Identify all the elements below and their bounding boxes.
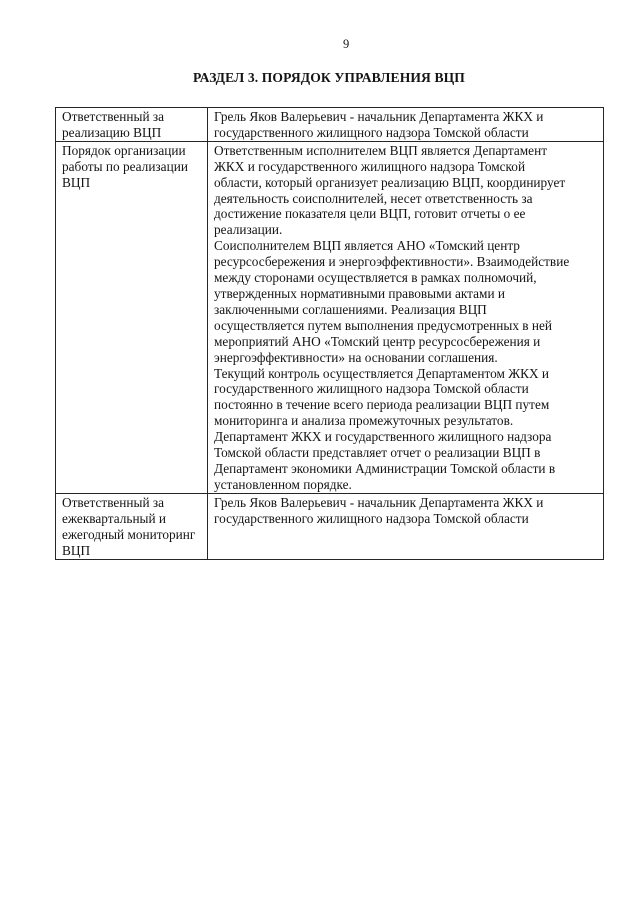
cell-line: Департамент ЖКХ и государственного жилищного надзора [214, 429, 552, 445]
cell-line: Текущий контроль осуществляется Департаментом ЖКХ и [214, 365, 550, 381]
label-cell [56, 141, 208, 493]
cell-line: работы по реализации [62, 158, 188, 174]
cell-line: постоянно в течение всего периода реализации ВЦП путем [214, 397, 550, 413]
value-cell [208, 141, 604, 493]
section-title: РАЗДЕЛ 3. ПОРЯДОК УПРАВЛЕНИЯ ВЦП [193, 70, 465, 85]
label-cell [56, 493, 208, 559]
cell-line: Ответственный за [62, 494, 165, 510]
cell-line: Соисполнителем ВЦП является АНО «Томский центр [214, 238, 520, 254]
cell-line: мониторинга и анализа промежуточных результатов. [214, 413, 514, 429]
label-cell [56, 108, 208, 142]
cell-line: утвержденных нормативными правовыми актами и [214, 285, 506, 301]
cell-line: реализации. [214, 222, 283, 238]
cell-line: ежеквартальный и [62, 510, 167, 526]
cell-line: Грель Яков Валерьевич - начальник Департамента ЖКХ и [214, 494, 544, 510]
table-row [56, 108, 604, 142]
cell-line: установленном порядке. [214, 476, 352, 492]
cell-line: Томской области представляет отчет о реализации ВЦП в [214, 445, 541, 461]
page-number: 9 [343, 37, 350, 51]
cell-line: между сторонами осуществляется в рамках полномочий, [214, 270, 537, 286]
cell-line: ВЦП [62, 542, 91, 558]
cell-line: Порядок организации [62, 142, 186, 158]
cell-line: реализацию ВЦП [62, 124, 162, 140]
value-cell [208, 108, 604, 142]
cell-line: государственного жилищного надзора Томской области [214, 124, 529, 140]
cell-line: мероприятий АНО «Томский центр ресурсосбережения и [214, 333, 541, 349]
cell-line: деятельность соисполнителей, несет ответственность за [214, 190, 533, 206]
cell-line: ресурсосбережения и энергоэффективности». Взаимодействие [214, 254, 570, 270]
cell-line: достижение показателя цели ВЦП, готовит отчеты о ее [214, 206, 526, 222]
cell-line: ЖКХ и государственного жилищного надзора Томской [214, 158, 526, 174]
cell-line: ежегодный мониторинг [62, 526, 196, 542]
cell-line: Ответственный за [62, 109, 165, 124]
cell-line: Департамент экономики Администрации Томской области в [214, 460, 556, 476]
cell-line: Ответственным исполнителем ВЦП является Департамент [214, 142, 547, 158]
cell-line: заключенными соглашениями. Реализация ВЦП [214, 301, 487, 317]
cell-line: энергоэффективности» на основании соглашения. [214, 349, 498, 365]
cell-line: осуществляется путем выполнения предусмотренных в ней [214, 317, 553, 333]
cell-line: государственного жилищного надзора Томской области [214, 381, 529, 397]
cell-line: области, который организует реализацию ВЦП, координирует [214, 174, 566, 190]
cell-line: государственного жилищного надзора Томской области [214, 510, 529, 526]
cell-line: ВЦП [62, 174, 91, 190]
value-cell [208, 493, 604, 559]
table-row [56, 141, 604, 493]
cell-line: Грель Яков Валерьевич - начальник Департамента ЖКХ и [214, 109, 544, 124]
management-table [55, 107, 604, 560]
table-row [56, 493, 604, 559]
